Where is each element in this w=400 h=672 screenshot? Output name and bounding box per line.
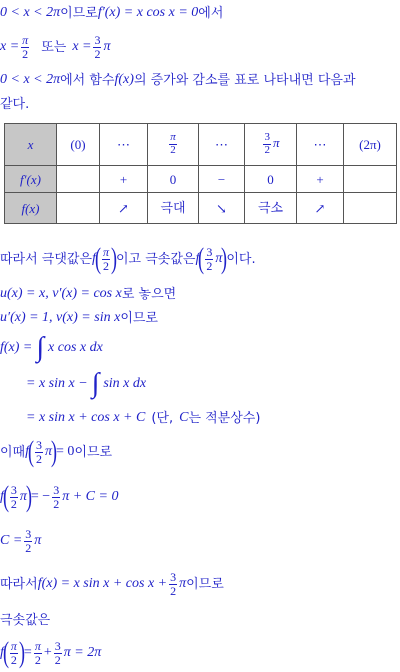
cell-3pi-over-2: $\frac{3}{2}$ π: [245, 124, 297, 166]
line-2: [0, 31, 111, 63]
text-eseo: 에서: [198, 5, 224, 21]
x-equals: x =: [0, 39, 20, 54]
or-text: 또는: [41, 39, 67, 55]
text-imeuro: 이므로: [60, 5, 98, 21]
cell-arrow-up-1: ↗: [100, 193, 148, 224]
line-16: f ( $\frac{\pi}{2}$ ) = $\frac{\pi}{2}$ + $\frac{3}{2}$ π = 2π: [0, 636, 102, 669]
integral-sign: ∫: [36, 332, 45, 363]
fraction-pi-over-2: $\frac{\pi}{2}$: [22, 32, 29, 61]
cell-minus: −: [199, 166, 245, 193]
fraction-3-over-2: $\frac{3}{2}$: [94, 32, 101, 61]
line-3: [0, 71, 356, 89]
line-15: [0, 611, 50, 629]
line-4: [0, 95, 29, 113]
cell-dots-3: ⋯: [297, 124, 344, 166]
cell-empty-3: [57, 193, 100, 224]
cell-zero-2: 0: [245, 166, 297, 193]
table-row-f: [5, 193, 397, 224]
line-10: = x sin x + cos x + C (단, C 는 적분상수): [26, 410, 261, 426]
line-1: [0, 4, 223, 22]
function-fx: f(x): [114, 72, 134, 87]
pi-symbol: π: [103, 39, 111, 54]
text-function: 에서 함수: [60, 72, 115, 88]
x-equals-2: x =: [72, 39, 92, 54]
domain-condition: 0 < x < 2π: [0, 5, 61, 20]
cell-arrow-down: ↘: [199, 193, 245, 224]
u-prime-v-def: u′(x) = 1, v(x) = sin x: [0, 310, 121, 325]
cell-local-max: 극대: [148, 193, 199, 224]
cell-zero-1: 0: [148, 166, 199, 193]
text-local-min-is: 이고 극솟값은: [115, 251, 196, 267]
cell-plus-1: +: [100, 166, 148, 193]
domain-condition-2: 0 < x < 2π: [0, 72, 61, 87]
line-8: f(x) = ∫ x cos x dx: [0, 332, 103, 363]
integral-sign-2: ∫: [91, 368, 100, 399]
header-x: x: [5, 124, 57, 166]
text-table-intro: 의 증가와 감소를 표로 나타내면 다음과: [133, 72, 356, 88]
text-local-max-is: 따라서 극댓값은: [0, 251, 93, 267]
derivative-equation: f′(x) = x cos x = 0: [97, 5, 199, 20]
u-v-prime-def: u(x) = x, v′(x) = cos x: [0, 286, 122, 301]
header-fprime: f′(x): [5, 166, 57, 193]
increase-decrease-table: [4, 123, 397, 224]
cell-2pi: (2π): [344, 124, 397, 166]
line-6: u(x) = x, v′(x) = cos x 로 놓으면: [0, 286, 177, 302]
line-14: 따라서 f(x) = x sin x + cos x + $\frac{3}{2}$ π 이므로: [0, 569, 224, 598]
cell-empty-1: [57, 166, 100, 193]
cell-zero: (0): [57, 124, 100, 166]
header-f: f(x): [5, 193, 57, 224]
cell-dots-1: ⋯: [100, 124, 148, 166]
cell-local-min: 극소: [245, 193, 297, 224]
text-local-min-value: 극솟값은: [0, 612, 51, 628]
line-5: 따라서 극댓값은 f ( $\frac{\pi}{2}$ ) 이고 극솟값은 f ( $\frac{3}{2}$ π ) 이다.: [0, 242, 256, 275]
cell-arrow-up-2: ↗: [297, 193, 344, 224]
cell-empty-2: [344, 166, 397, 193]
line-11: 이때 f ( $\frac{3}{2}$ π ) = 0 이므로: [0, 435, 113, 468]
line-9: = x sin x − ∫ sin x dx: [26, 368, 147, 399]
table-row-x: [5, 124, 397, 166]
cell-pi-over-2: $\frac{\pi}{2}$: [148, 124, 199, 166]
cell-plus-2: +: [297, 166, 344, 193]
cell-empty-4: [344, 193, 397, 224]
table-row-fprime: [5, 166, 397, 193]
cell-dots-2: ⋯: [199, 124, 245, 166]
line-7: u′(x) = 1, v(x) = sin x 이므로: [0, 310, 158, 326]
text-gatda: 같다.: [0, 96, 30, 112]
line-12: f ( $\frac{3}{2}$ π ) = − $\frac{3}{2}$ π + C = 0: [0, 480, 119, 513]
line-13: C = $\frac{3}{2}$ π: [0, 526, 42, 555]
